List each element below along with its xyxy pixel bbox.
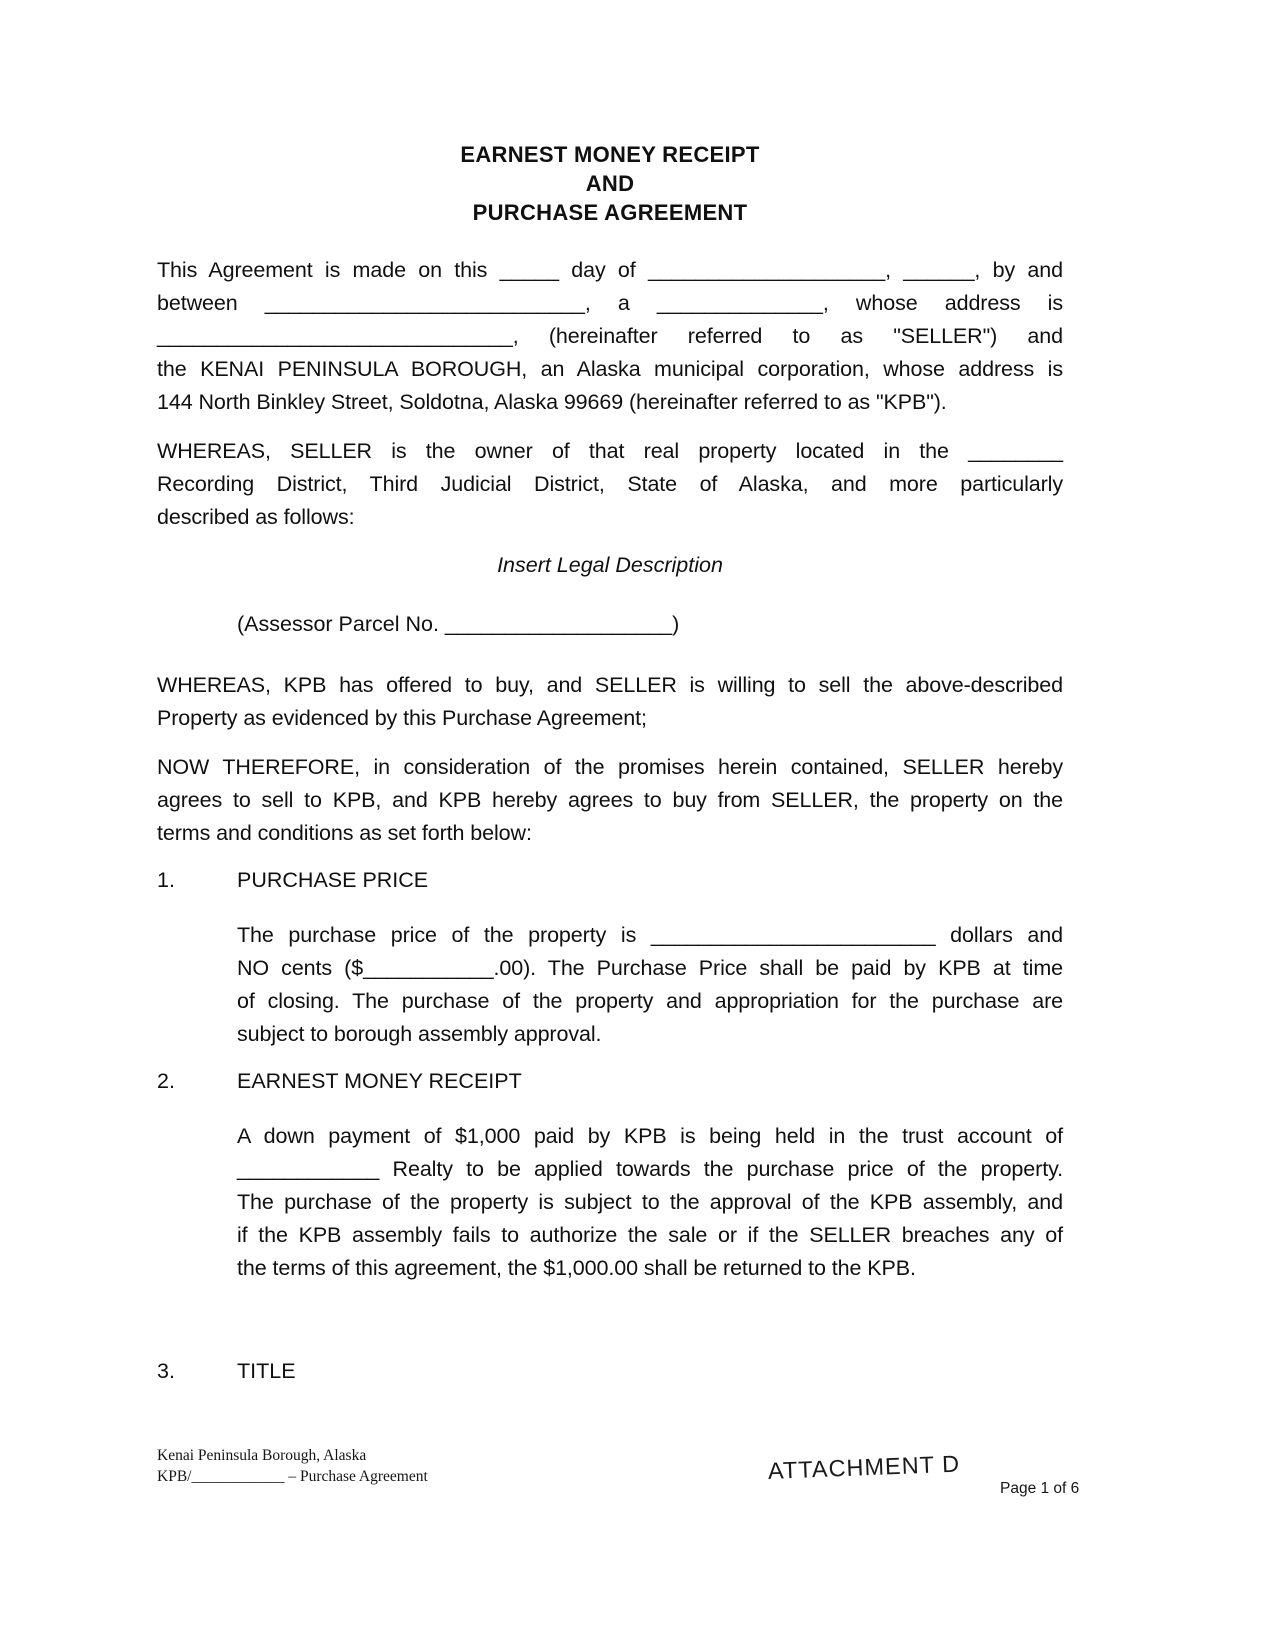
title-line-3: PURCHASE AGREEMENT — [472, 200, 748, 225]
footer-doc-line: KPB/____________ – Purchase Agreement — [157, 1467, 428, 1485]
footer-org-line: Kenai Peninsula Borough, Alaska — [157, 1447, 367, 1464]
title-line-1: EARNEST MONEY RECEIPT — [460, 142, 760, 167]
earnest-money-line: if the KPB assembly fails to authorize the sale or if the SELLER breaches any of — [237, 1223, 1063, 1247]
purchase-price-line: NO cents ($___________.00). The Purchase Price shall be paid by KPB at time — [237, 956, 1063, 980]
title-line-2: AND — [585, 171, 635, 196]
page-number: Page 1 of 6 — [1000, 1480, 1080, 1497]
earnest-money-line: the terms of this agreement, the $1,000.00 shall be returned to the KPB. — [237, 1256, 916, 1280]
earnest-money-line: A down payment of $1,000 paid by KPB is being held in the trust account of — [237, 1124, 1063, 1148]
section-heading — [157, 1355, 1063, 1388]
now-therefore-paragraph — [157, 751, 1063, 850]
purchase-price-paragraph — [237, 919, 1063, 1051]
purchase-price-line: subject to borough assembly approval. — [237, 1022, 602, 1046]
section-title-heading — [157, 1355, 1063, 1388]
whereas-kpb-line: WHEREAS, KPB has offered to buy, and SELLER is willing to sell the above-described — [157, 673, 1063, 697]
earnest-money-line: ____________ Realty to be applied towards the purchase price of the property. — [237, 1157, 1063, 1181]
intro-line: ______________________________, (hereinafter referred to as "SELLER") and — [157, 324, 1063, 348]
whereas-seller-line: described as follows: — [157, 505, 355, 529]
section-number: 2. — [157, 1069, 175, 1093]
now-therefore-line: NOW THEREFORE, in consideration of the promises herein contained, SELLER hereby — [157, 755, 1063, 779]
purchase-price-line: The purchase price of the property is ________________________ dollars and — [237, 923, 1063, 947]
section-heading — [157, 1065, 1063, 1098]
section-number: 3. — [157, 1359, 175, 1383]
whereas-seller-paragraph — [157, 435, 1063, 534]
footer-identification — [157, 1446, 428, 1487]
section-title: PURCHASE PRICE — [237, 868, 429, 892]
whereas-kpb-line: Property as evidenced by this Purchase Agreement; — [157, 706, 647, 730]
intro-line: 144 North Binkley Street, Soldotna, Alaska 99669 (hereinafter referred to as "KPB"). — [157, 390, 947, 414]
whereas-kpb-paragraph — [157, 669, 1063, 735]
section-title: EARNEST MONEY RECEIPT — [237, 1069, 522, 1093]
now-therefore-line: terms and conditions as set forth below: — [157, 821, 532, 845]
intro-line: between ___________________________, a ______________, whose address is — [157, 291, 1063, 315]
attachment-stamp: ATTACHMENT D — [767, 1450, 961, 1484]
intro-line: This Agreement is made on this _____ day of ____________________, ______, by and — [157, 258, 1063, 282]
now-therefore-line: agrees to sell to KPB, and KPB hereby agrees to buy from SELLER, the property on the — [157, 788, 1063, 812]
section-purchase-price — [157, 864, 1063, 1051]
section-title: TITLE — [237, 1359, 296, 1383]
document-title — [157, 140, 1063, 227]
assessor-parcel-line: (Assessor Parcel No. ___________________) — [237, 612, 680, 636]
section-number: 1. — [157, 868, 175, 892]
section-heading — [157, 864, 1063, 897]
legal-description-placeholder: Insert Legal Description — [497, 553, 723, 577]
earnest-money-line: The purchase of the property is subject to the approval of the KPB assembly, and — [237, 1190, 1063, 1214]
purchase-price-line: of closing. The purchase of the property and appropriation for the purchase are — [237, 989, 1063, 1013]
whereas-seller-line: WHEREAS, SELLER is the owner of that real property located in the ________ — [157, 439, 1063, 463]
whereas-seller-line: Recording District, Third Judicial District, State of Alaska, and more particularly — [157, 472, 1063, 496]
intro-paragraph — [157, 254, 1063, 419]
intro-line: the KENAI PENINSULA BOROUGH, an Alaska municipal corporation, whose address is — [157, 357, 1063, 381]
section-earnest-money — [157, 1065, 1063, 1285]
earnest-money-paragraph — [237, 1120, 1063, 1285]
